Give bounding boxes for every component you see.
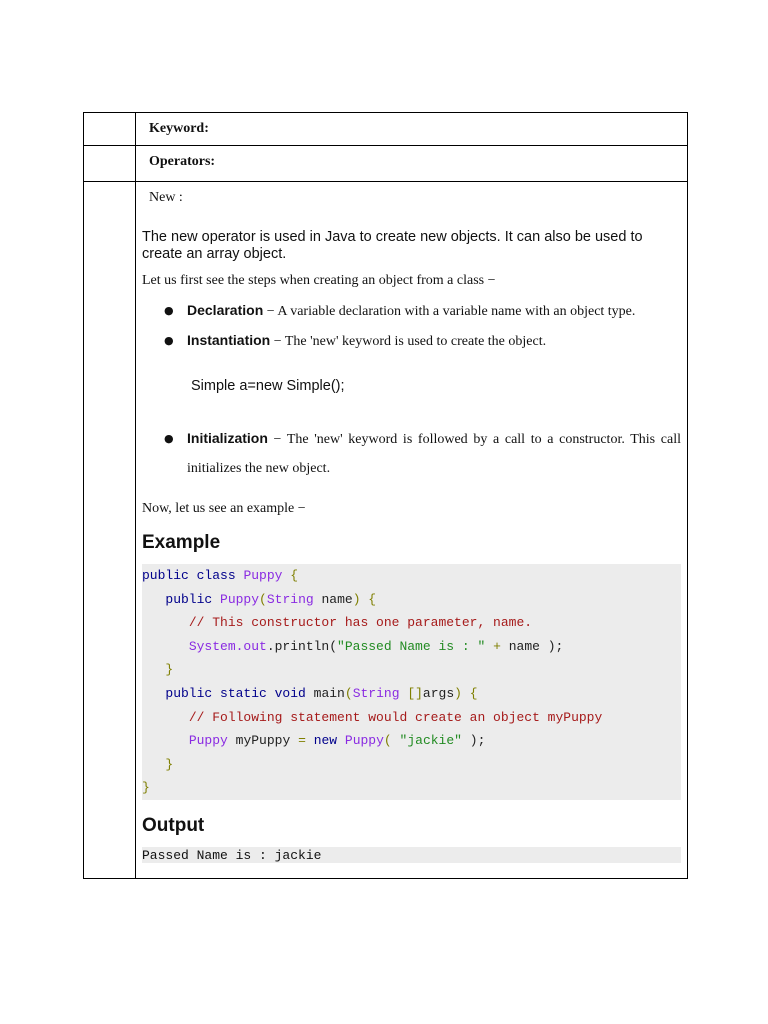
document-table: [83, 112, 688, 879]
code-line: }: [142, 780, 150, 796]
table-row-keyword: [84, 113, 688, 146]
steps-list: [142, 296, 681, 356]
steps-list-continued: [142, 424, 681, 483]
step-term: Declaration: [187, 302, 264, 318]
list-item: [164, 424, 681, 483]
lead-paragraph: The new operator is used in Java to create new objects. It can also be used to create an array object.: [142, 229, 643, 262]
example-heading: Example: [142, 532, 221, 553]
keyword-label: Keyword:: [149, 121, 209, 136]
output-block: Passed Name is : jackie: [142, 847, 681, 863]
steps-intro: Let us first see the steps when creating an object from a class −: [142, 273, 496, 288]
code-line: System.out.println("Passed Name is : " + name );: [188, 638, 564, 654]
code-snippet: Simple a=new Simple();: [191, 378, 345, 394]
keyword-cell: [136, 113, 688, 146]
row-number-cell: [84, 182, 136, 879]
step-desc: − The 'new' keyword is followed by a call to a constructor. This call initializes the new object.: [187, 432, 681, 476]
code-line: public static void main(String []args) {: [165, 685, 478, 701]
code-block: [142, 564, 681, 800]
content-cell: [136, 182, 688, 879]
step-term: Instantiation: [187, 332, 271, 348]
table-row-operators: [84, 146, 688, 182]
step-desc: − A variable declaration with a variable name with an object type.: [263, 304, 636, 319]
operators-cell: [136, 146, 688, 182]
code-line: public Puppy(String name) {: [165, 591, 377, 607]
code-line: // This constructor has one parameter, name.: [188, 615, 533, 631]
content-body: [136, 182, 687, 878]
list-item: [164, 326, 681, 356]
output-heading: Output: [142, 814, 205, 836]
code-line: Puppy myPuppy = new Puppy( "jackie" );: [188, 733, 486, 749]
new-label: New :: [149, 190, 183, 205]
code-line: // Following statement would create an object myPuppy: [188, 709, 603, 725]
list-item: [164, 296, 681, 326]
table-row-content: [84, 182, 688, 879]
code-line: }: [165, 662, 174, 678]
row-number-cell: [84, 146, 136, 182]
row-number-cell: [84, 113, 136, 146]
step-term: Initialization: [187, 430, 268, 446]
operators-label: Operators:: [149, 154, 216, 169]
step-desc: − The 'new' keyword is used to create the object.: [270, 334, 547, 349]
example-intro: Now, let us see an example −: [142, 501, 306, 516]
code-line: public class Puppy {: [142, 568, 299, 583]
code-line: }: [165, 756, 174, 772]
